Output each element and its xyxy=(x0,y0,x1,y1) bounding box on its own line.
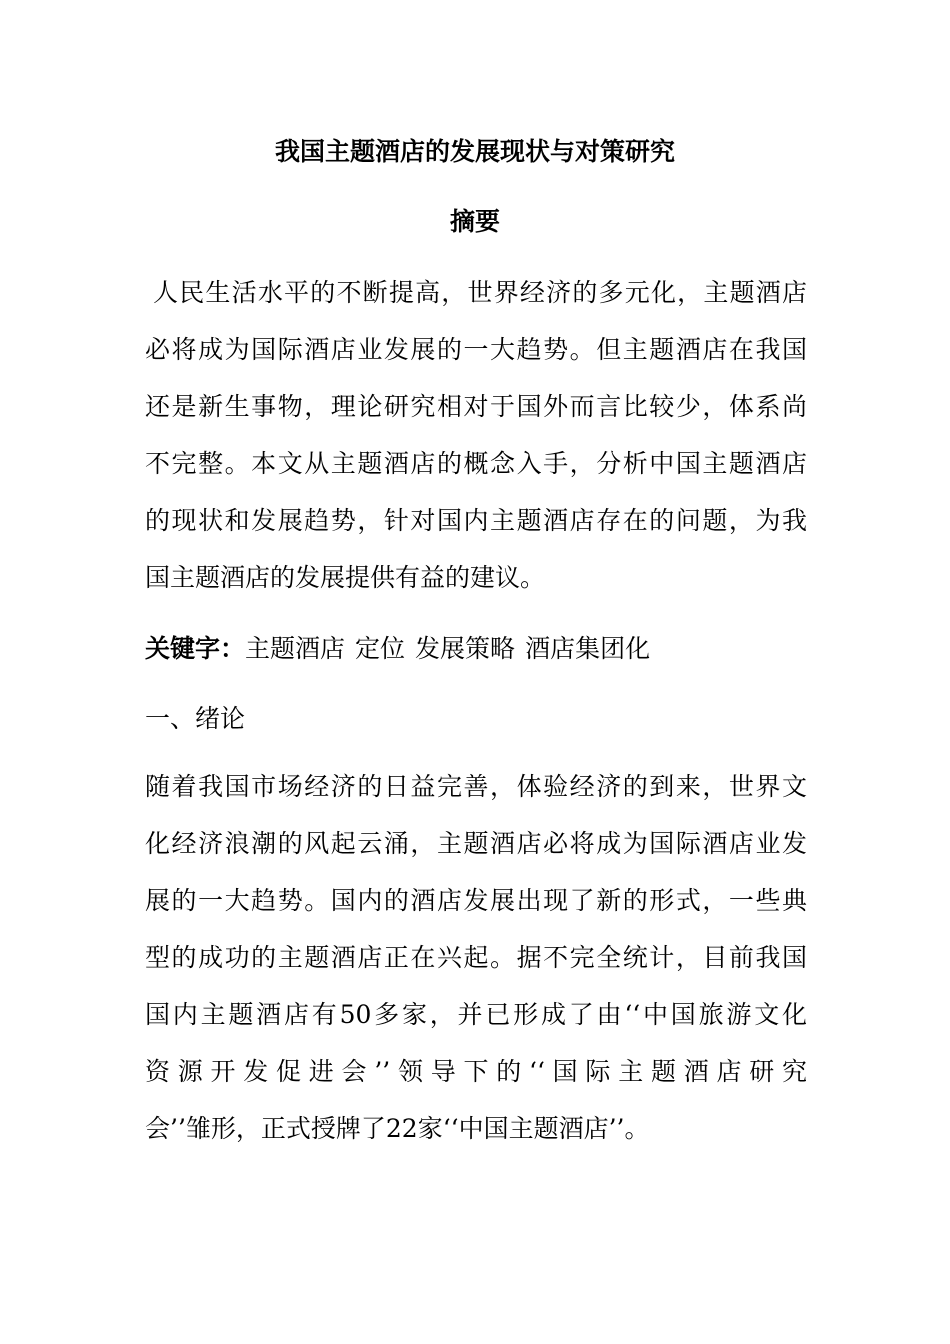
abstract-line: 还是新生事物，理论研究相对于国外而言比较少，体系尚 xyxy=(145,392,807,421)
abstract-paragraph xyxy=(145,264,807,606)
abstract-line: 国主题酒店的发展提供有益的建议。 xyxy=(145,563,546,592)
intro-line: 会’’雏形，正式授牌了22家‘‘中国主题酒店’’。 xyxy=(145,1114,650,1143)
intro-line: 资源开发促进会’’领导下的‘‘国际主题酒店研究 xyxy=(145,1057,807,1086)
section-heading: 一、绪论 xyxy=(145,704,246,733)
keywords-line xyxy=(145,620,807,677)
abstract-line: 的现状和发展趋势，针对国内主题酒店存在的问题，为我 xyxy=(145,506,807,535)
keyword: 发展策略 xyxy=(415,634,516,663)
intro-line: 国内主题酒店有50多家，并已形成了由‘‘中国旅游文化 xyxy=(145,1000,807,1029)
intro-line: 随着我国市场经济的日益完善，体验经济的到来，世界文 xyxy=(145,772,807,801)
abstract-line: 不完整。本文从主题酒店的概念入手，分析中国主题酒店 xyxy=(145,449,807,478)
intro-line: 化经济浪潮的风起云涌，主题酒店必将成为国际酒店业发 xyxy=(145,829,807,858)
abstract-heading: 摘要 xyxy=(449,207,500,236)
intro-line: 型的成功的主题酒店正在兴起。据不完全统计，目前我国 xyxy=(145,943,807,972)
abstract-line: 必将成为国际酒店业发展的一大趋势。但主题酒店在我国 xyxy=(145,335,807,364)
document-title: 我国主题酒店的发展现状与对策研究 xyxy=(274,137,675,166)
intro-paragraph xyxy=(145,758,807,1157)
intro-line: 展的一大趋势。国内的酒店发展出现了新的形式，一些典 xyxy=(145,886,807,915)
abstract-line: 人民生活水平的不断提高，世界经济的多元化，主题酒店 xyxy=(153,278,807,307)
keyword: 定位 xyxy=(355,634,406,663)
keyword: 主题酒店 xyxy=(245,634,346,663)
keyword: 酒店集团化 xyxy=(525,634,651,663)
keywords-label: 关键字： xyxy=(145,634,246,663)
